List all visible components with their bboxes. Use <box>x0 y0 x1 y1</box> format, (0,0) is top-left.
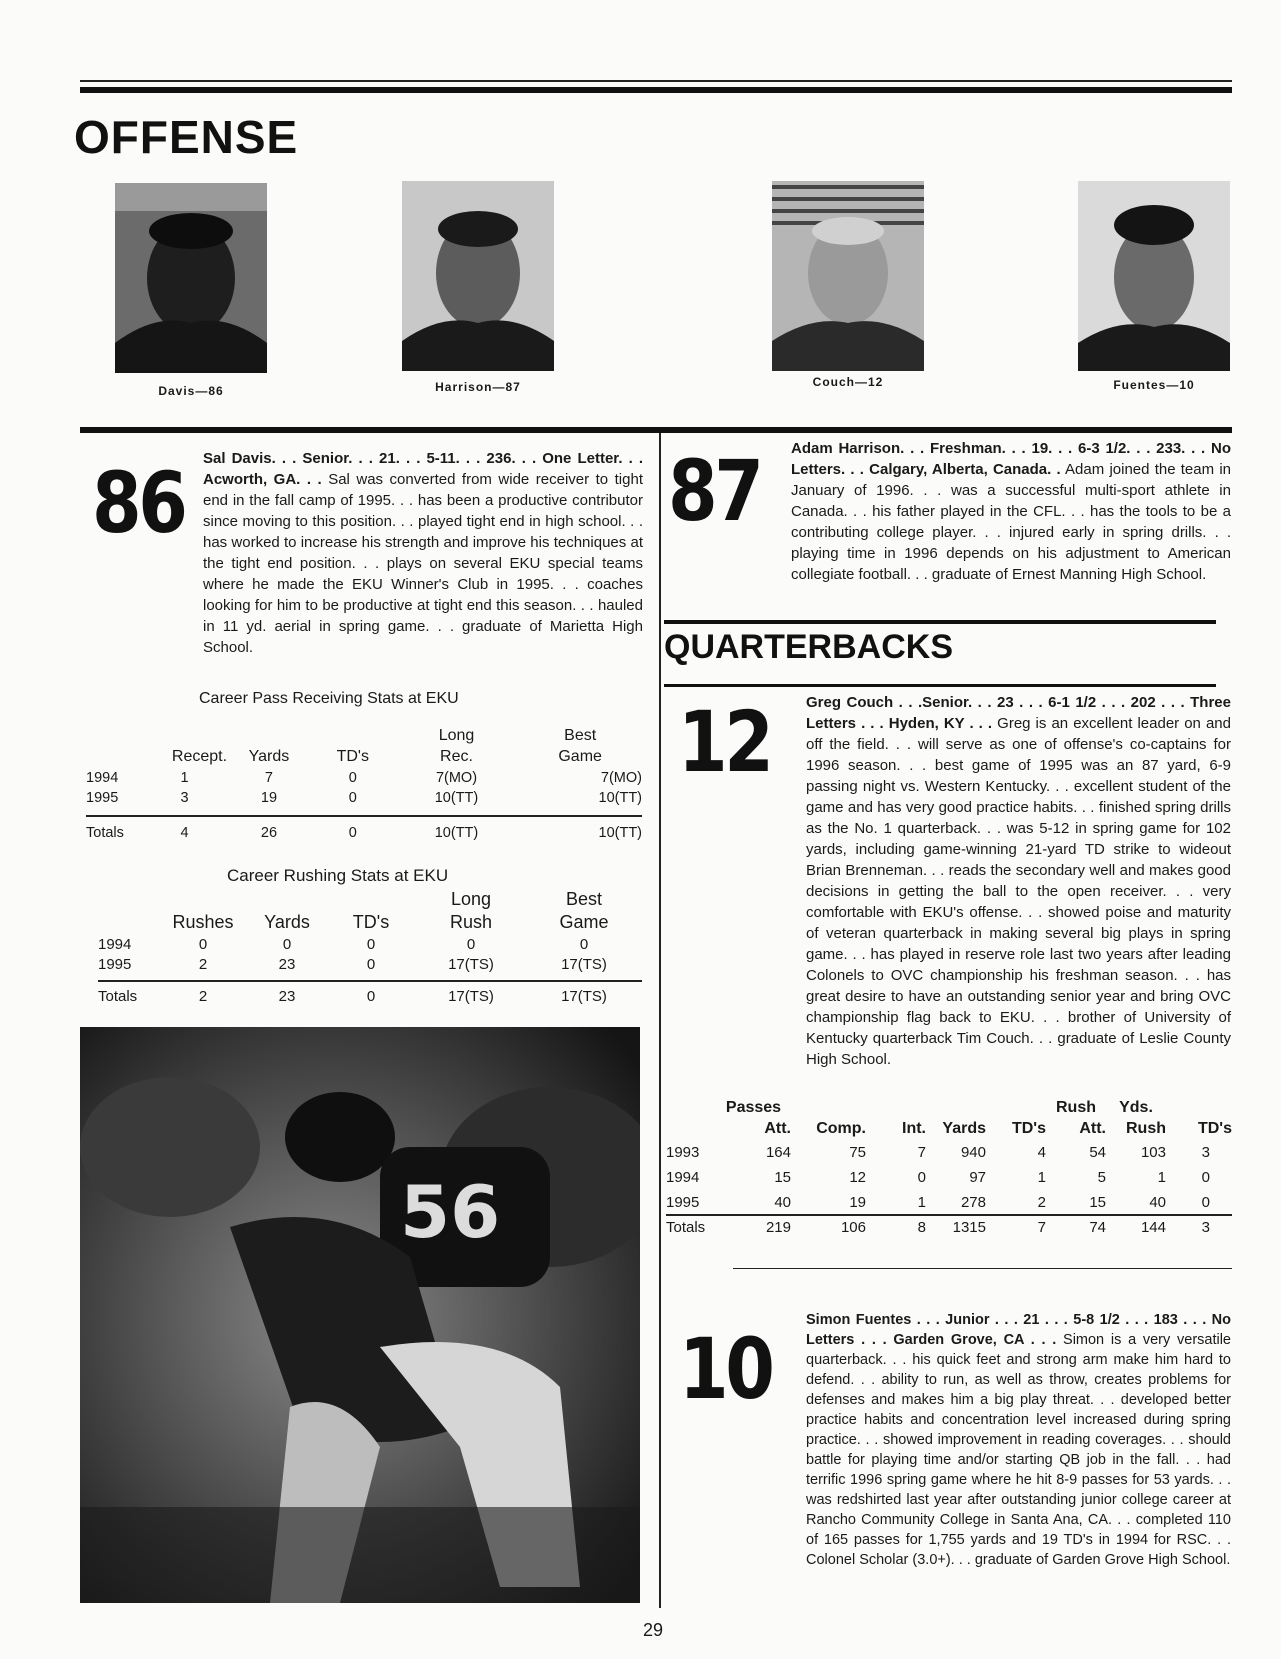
mid-rule-thick <box>80 427 1232 433</box>
svg-text:56: 56 <box>400 1170 501 1254</box>
header-tds: TD's <box>336 748 369 765</box>
fuentes-headshot <box>1078 181 1230 371</box>
couch-bio-text: Greg is an excellent leader on and off the field. . . will serve as one of offense's co-captains for 1996 season. . . best game of 1995 was an 87 yard, 6-9 passing night vs. Western Kentucky. . . excellent student of the game and has very good practice habits. . . finished spring drills as the No. 1 quarterback. . . was 5-12 in spring game for 102 yards, including game-winning 21-yard TD strike to wideout Brian Brenneman. . . reads the secondary well and makes good decisions in getting the ball to the open receiver. . . very comfortable with EKU's offense. . . showed poise and maturity of veteran quarterback in making several big plays in spring game. . . has played in reserve role last two years after leading Colonels to OVC championship his freshman season. . . has great desire to have an outstanding senior year and bring OVC championship flag back to EKU. . . brother of University of Kentucky quarterback Tim Couch. . . graduate of Leslie County High School. <box>806 715 1231 1068</box>
table-row-totals: Totals 4 26 0 10(TT) 10(TT) <box>86 824 642 841</box>
caption-fuentes: Fuentes—10 <box>1113 378 1195 392</box>
jersey-number-12: 12 <box>678 693 771 791</box>
header-rush: Rush <box>449 912 493 932</box>
top-rule-thick <box>80 87 1232 93</box>
davis-bio <box>203 448 643 658</box>
caption-harrison: Harrison—87 <box>435 380 521 394</box>
header-long: Long <box>438 727 475 744</box>
harrison-bio-text: Adam joined the team in January of 1996. . . was a successful multi-sport athlete in Canada. . . his father played in the CFL. . . has the tools to be a contributing college player. . . injured early in spring drills. . . playing time in 1996 depends on his adjustment to American collegiate football. . . graduate of Ernest Manning High School. <box>791 461 1231 583</box>
header-rushes: Rushes <box>172 912 234 932</box>
header-long: Long <box>450 889 492 909</box>
jersey-number-10: 10 <box>679 1320 772 1418</box>
fuentes-bio-text: Simon is a very versatile quarterback. . . his quick feet and strong arm make him hard to defend. . . ability to run, as well as throw, creates problems for defenses and makes him a big play threat. . . developed better practice habits and concentration level increased during spring practice. . . showed improvement in reading coverages. . . should battle for playing time and/or starting QB job in the fall. . . had terrific 1996 spring game where he hit 8-9 passes for 53 yards. . . was redshirted last year after outstanding junior college career at Rancho Community College in Santa Ana, CA. . . completed 110 of 165 passes for 1,755 yards and 19 TD's in 1994 for RSC. . . Colonel Scholar (3.0+). . . graduate of Garden Grove High School. <box>806 1332 1231 1568</box>
quarterbacks-rule-top <box>664 620 1216 624</box>
header-tds: TD's <box>352 912 390 932</box>
header-recept: Recept. <box>171 748 228 765</box>
caption-davis: Davis—86 <box>158 384 224 398</box>
receiving-stats-title: Career Pass Receiving Stats at EKU <box>199 690 459 707</box>
couch-headshot <box>772 181 924 371</box>
header-game: Game <box>558 748 602 765</box>
action-photo <box>80 1027 640 1603</box>
davis-bio-lead: Sal Davis. . . Senior. . . 21. . . 5-11. . . 236. . . One Letter. . . Acworth, GA. . . <box>203 450 643 488</box>
page-number: 29 <box>643 1620 664 1640</box>
table-row-totals: Totals 2 23 0 17(TS) 17(TS) <box>98 988 607 1005</box>
header-rush-tds: TD's <box>1197 1120 1232 1137</box>
harrison-bio <box>791 438 1231 585</box>
table-row: 1995 40 19 1 278 2 15 40 0 <box>666 1190 1232 1215</box>
header-best: Best <box>564 727 597 744</box>
header-comp: Comp. <box>816 1120 866 1137</box>
header-yards: Yards <box>248 748 290 765</box>
table-row: 1994 1 7 0 7(MO) 7(MO) <box>86 770 642 786</box>
section-title-quarterbacks: QUARTERBACKS <box>664 628 953 666</box>
couch-bio <box>806 692 1231 1070</box>
davis-headshot <box>115 183 267 373</box>
fuentes-bio-lead: Simon Fuentes . . . Junior . . . 21 . . . 5-8 1/2 . . . 183 . . . No Letters . . . Garden Grove, CA . . . <box>806 1312 1231 1348</box>
table-row-totals: Totals 219 106 8 1315 7 74 144 3 <box>666 1219 1210 1236</box>
header-att: Att. <box>764 1120 791 1137</box>
top-rule-thin <box>80 80 1232 82</box>
rushing-stats-title: Career Rushing Stats at EKU <box>227 866 449 885</box>
header-yards: Yards <box>942 1120 986 1137</box>
header-yds-rush: Rush <box>1126 1120 1166 1137</box>
table-row: 1995 3 19 0 10(TT) 10(TT) <box>86 790 642 806</box>
header-int: Int. <box>902 1120 926 1137</box>
header-yards: Yards <box>264 912 310 932</box>
quarterbacks-rule-bottom <box>664 684 1216 687</box>
harrison-bio-lead: Adam Harrison. . . Freshman. . . 19. . . 6-3 1/2. . . 233. . . No Letters. . . Calgary, Alberta, Canada. . <box>791 440 1231 478</box>
table-row: 1994 15 12 0 97 1 5 1 0 <box>666 1169 1210 1186</box>
fuentes-bio <box>806 1310 1231 1570</box>
section-title-offense: OFFENSE <box>74 111 299 163</box>
header-game: Game <box>559 912 609 932</box>
header-tds: TD's <box>1011 1120 1046 1137</box>
receiving-stats-table <box>86 726 642 848</box>
header-rush: Rush <box>1056 1099 1096 1116</box>
separator-rule <box>733 1268 1232 1269</box>
couch-bio-lead: Greg Couch . . .Senior. . . 23 . . . 6-1 1/2 . . . 202 . . . Three Letters . . . Hyden, KY . . . <box>806 694 1231 732</box>
table-row: 1995 2 23 0 17(TS) 17(TS) <box>98 955 607 973</box>
header-passes: Passes <box>725 1099 782 1116</box>
table-row: 1994 0 0 0 0 0 <box>98 935 589 953</box>
table-row: 1993 164 75 7 940 4 54 103 3 <box>666 1144 1210 1161</box>
davis-bio-text: Sal was converted from wide receiver to tight end in the fall camp of 1995. . . has been a productive contributor since moving to this position. . . played tight end in high school. . . has worked to increase his strength and improve his techniques at the tight end position. . . plays on several EKU special teams where he made the EKU Winner's Club in 1995. . . coaches looking for him to be productive at tight end this season. . . hauled in 11 yd. aerial in spring game. . . graduate of Marietta High School. <box>203 471 643 656</box>
passing-stats-table <box>666 1098 1232 1239</box>
header-rec: Rec. <box>440 748 473 765</box>
rushing-stats-table <box>98 888 642 1011</box>
header-rush-att: Att. <box>1079 1120 1106 1137</box>
header-best: Best <box>565 889 603 909</box>
jersey-number-86: 86 <box>92 454 185 552</box>
header-yds: Yds. <box>1119 1099 1153 1116</box>
harrison-headshot <box>402 181 554 371</box>
caption-couch: Couch—12 <box>812 375 884 389</box>
column-divider <box>659 433 661 1608</box>
jersey-number-87: 87 <box>668 442 761 540</box>
